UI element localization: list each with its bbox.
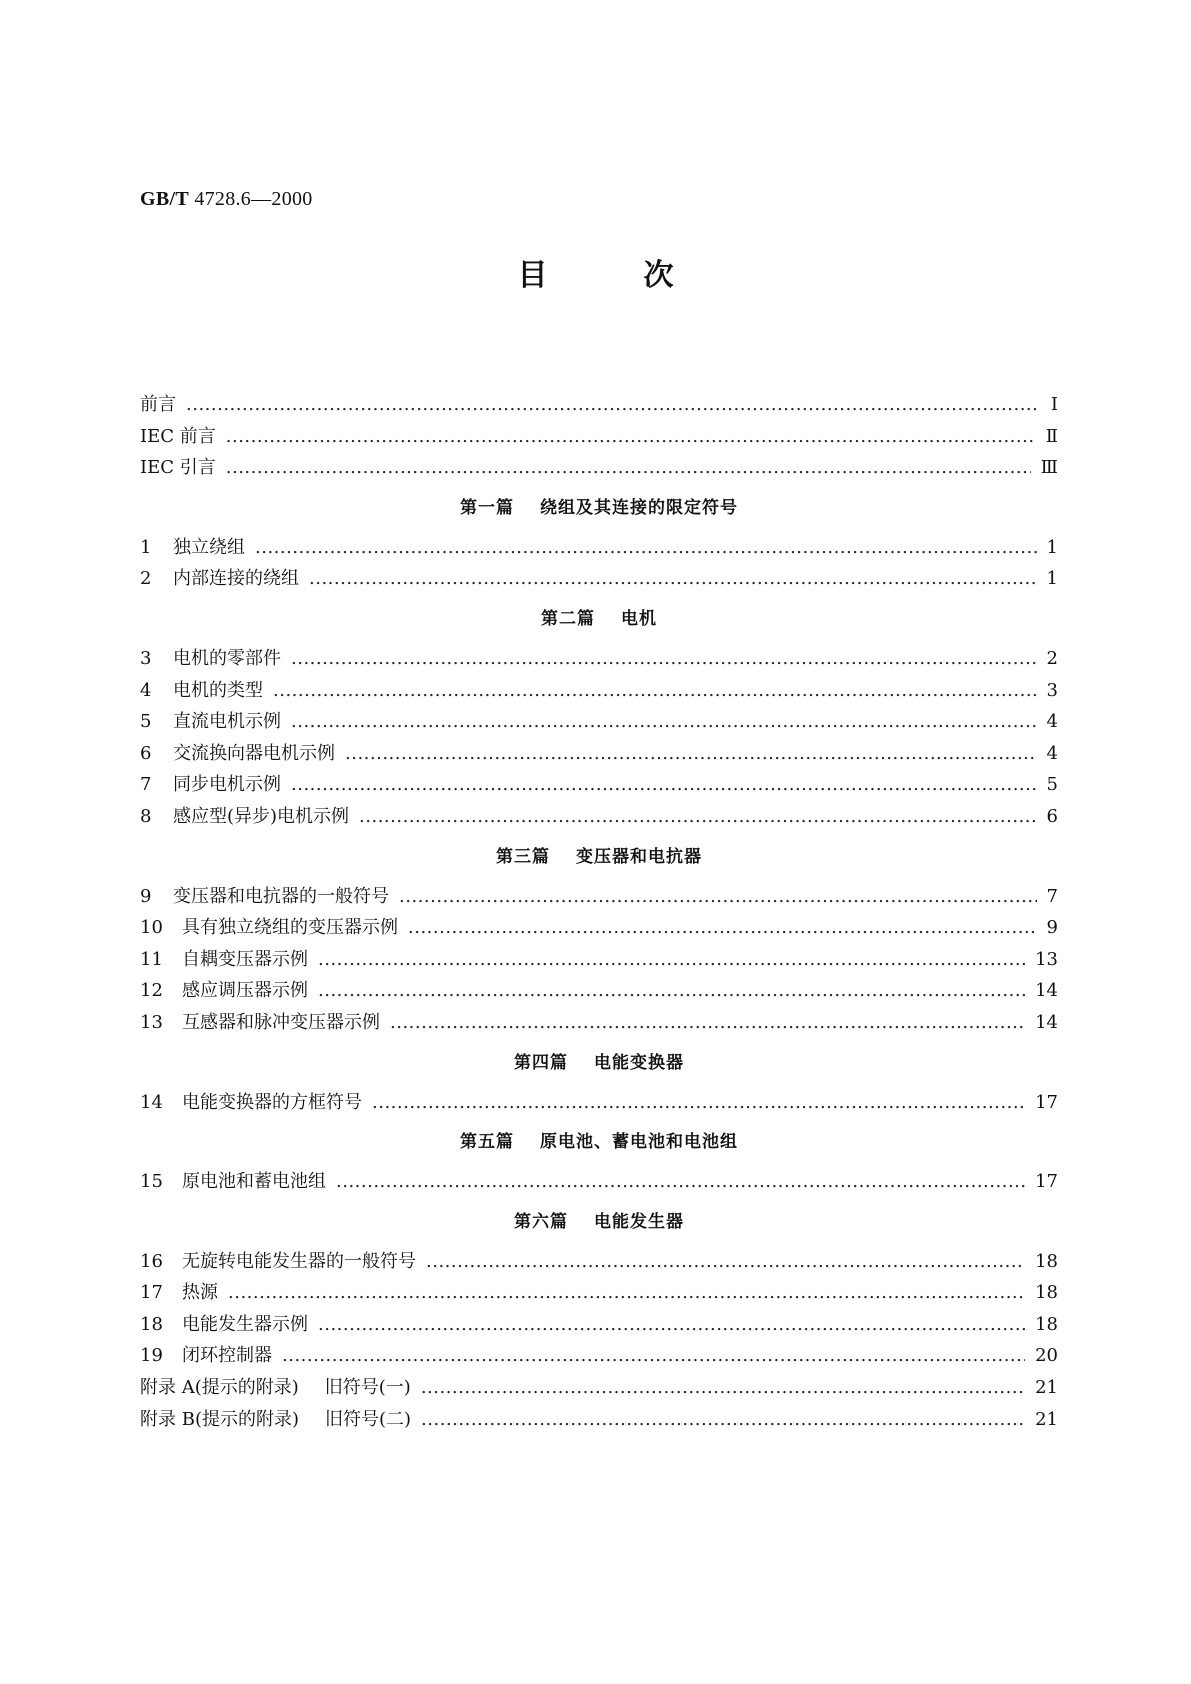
- dot-leader: [318, 976, 1025, 1006]
- toc-entry-appendix-b[interactable]: [140, 1405, 1058, 1437]
- dot-leader: [345, 739, 1037, 769]
- toc-entry-page: 14: [1035, 980, 1058, 1002]
- toc-entry-page: 4: [1046, 742, 1058, 764]
- part-heading-5: [140, 1119, 1058, 1165]
- toc-entry-title: 变压器和电抗器的一般符号: [173, 885, 389, 907]
- toc-entry[interactable]: [140, 1008, 1058, 1040]
- toc-entry[interactable]: [140, 644, 1058, 676]
- toc-entry-title: 具有独立绕组的变压器示例: [182, 917, 398, 939]
- toc-entry-title: 同步电机示例: [173, 774, 281, 796]
- part-name: 电能变换器: [594, 1052, 684, 1073]
- standard-prefix: GB/T: [140, 188, 189, 210]
- toc-entry-number: 6: [140, 742, 152, 764]
- toc-entry-iec-foreword[interactable]: [140, 422, 1058, 454]
- toc-entry[interactable]: [140, 1278, 1058, 1310]
- toc-entry-number: 8: [140, 805, 152, 827]
- toc-entry-number: 10: [140, 917, 163, 939]
- toc-entry-number: 1: [140, 536, 152, 558]
- toc-entry-title: 交流换向器电机示例: [173, 742, 335, 764]
- toc-entry-title: 电机的类型: [173, 679, 263, 701]
- dot-leader: [318, 945, 1025, 975]
- toc-entry-title: 直流电机示例: [173, 711, 281, 733]
- toc-entry-title: 电机的零部件: [173, 647, 281, 669]
- part-heading-3: [140, 834, 1058, 880]
- dot-leader: [291, 644, 1037, 674]
- dot-leader: [426, 1247, 1025, 1277]
- toc-entry-page: 21: [1035, 1377, 1058, 1399]
- toc-entry-page: 5: [1046, 774, 1058, 796]
- toc-entry-number: 16: [140, 1250, 163, 1272]
- dot-leader: [291, 770, 1037, 800]
- toc-entry[interactable]: [140, 945, 1058, 977]
- toc-entry-page: 14: [1035, 1011, 1058, 1033]
- toc-entry-number: 14: [140, 1091, 163, 1113]
- part-name: 电机: [621, 608, 657, 629]
- toc-entry-page: 17: [1035, 1171, 1058, 1193]
- toc-entry-page: 18: [1035, 1250, 1058, 1272]
- dot-leader: [309, 564, 1037, 594]
- standard-number: 4728.6—2000: [194, 188, 313, 210]
- toc-entry-page: 4: [1046, 711, 1058, 733]
- dot-leader: [226, 453, 1031, 483]
- toc-entry-title: 热源: [182, 1282, 218, 1304]
- dot-leader: [318, 1310, 1025, 1340]
- dot-leader: [399, 882, 1037, 912]
- toc-entry[interactable]: [140, 976, 1058, 1008]
- toc-entry[interactable]: [140, 1247, 1058, 1279]
- toc-entry[interactable]: [140, 882, 1058, 914]
- toc-entry-title: [140, 1373, 411, 1403]
- toc-entry-number: 12: [140, 980, 163, 1002]
- dot-leader: [186, 390, 1038, 420]
- toc-entry-number: 9: [140, 885, 152, 907]
- toc-entry-number: 15: [140, 1171, 163, 1193]
- dot-leader: [421, 1373, 1025, 1403]
- toc-entry[interactable]: [140, 707, 1058, 739]
- part-name: 电能发生器: [594, 1211, 684, 1232]
- toc-entry-number: 11: [140, 948, 163, 970]
- toc-entry[interactable]: [140, 564, 1058, 596]
- toc-entry-number: 5: [140, 711, 152, 733]
- toc-entry-title: 感应调压器示例: [182, 980, 308, 1002]
- toc-entry[interactable]: [140, 802, 1058, 834]
- toc-entry-title: 闭环控制器: [182, 1345, 272, 1367]
- toc-entry-page: 6: [1046, 805, 1058, 827]
- toc-entry-title: 无旋转电能发生器的一般符号: [182, 1250, 416, 1272]
- dot-leader: [273, 676, 1037, 706]
- toc-entry[interactable]: [140, 739, 1058, 771]
- part-label: 第四篇: [514, 1052, 568, 1073]
- part-heading-6: [140, 1199, 1058, 1245]
- toc-entry-title: 感应型(异步)电机示例: [173, 805, 350, 827]
- appendix-subtitle: 旧符号(一): [324, 1377, 411, 1399]
- toc-entry[interactable]: [140, 1341, 1058, 1373]
- toc-entry-title: 内部连接的绕组: [173, 568, 299, 590]
- page-title: [0, 250, 1191, 294]
- dot-leader: [421, 1405, 1025, 1435]
- toc-entry-page: Ⅲ: [1040, 457, 1058, 479]
- dot-leader: [291, 707, 1037, 737]
- appendix-subtitle: 旧符号(二): [325, 1408, 412, 1430]
- toc-entry-iec-introduction[interactable]: [140, 453, 1058, 485]
- part-name: 变压器和电抗器: [576, 846, 702, 867]
- toc-entry-page: 2: [1046, 647, 1058, 669]
- appendix-title: 附录 A(提示的附录): [140, 1377, 299, 1399]
- dot-leader: [336, 1167, 1025, 1197]
- toc-entry-page: 1: [1046, 568, 1058, 590]
- part-heading-2: [140, 596, 1058, 642]
- part-heading-4: [140, 1040, 1058, 1086]
- toc-entry-page: 1: [1046, 536, 1058, 558]
- toc-entry-number: 18: [140, 1313, 163, 1335]
- dot-leader: [282, 1341, 1025, 1371]
- standard-code: [140, 188, 313, 211]
- part-label: 第一篇: [460, 497, 514, 518]
- dot-leader: [408, 913, 1037, 943]
- toc-entry-title: 独立绕组: [173, 536, 245, 558]
- toc-entry-title: 前言: [140, 394, 176, 415]
- dot-leader: [359, 802, 1037, 832]
- toc-entry[interactable]: [140, 1167, 1058, 1199]
- toc-entry-number: 13: [140, 1011, 163, 1033]
- toc-entry-number: 19: [140, 1345, 163, 1367]
- toc-entry-number: 4: [140, 679, 152, 701]
- toc-entry-title: 互感器和脉冲变压器示例: [182, 1011, 380, 1033]
- part-name: 绕组及其连接的限定符号: [540, 497, 738, 518]
- toc-entry[interactable]: [140, 770, 1058, 802]
- part-label: 第二篇: [541, 608, 595, 629]
- toc-entry-title: 电能变换器的方框符号: [182, 1091, 362, 1113]
- toc-entry[interactable]: [140, 1310, 1058, 1342]
- part-label: 第六篇: [514, 1211, 568, 1232]
- toc-entry-number: 7: [140, 774, 152, 796]
- toc-entry-page: 18: [1035, 1313, 1058, 1335]
- part-label: 第五篇: [460, 1132, 514, 1153]
- toc-entry-number: 3: [140, 647, 152, 669]
- dot-leader: [226, 422, 1036, 452]
- toc-entry-foreword[interactable]: [140, 390, 1058, 422]
- toc-entry-title: 原电池和蓄电池组: [182, 1171, 326, 1193]
- appendix-title: 附录 B(提示的附录): [140, 1408, 299, 1430]
- part-name: 原电池、蓄电池和电池组: [540, 1132, 738, 1153]
- toc-entry[interactable]: [140, 1088, 1058, 1120]
- toc-entry-appendix-a[interactable]: [140, 1373, 1058, 1405]
- toc-entry-title: [140, 1405, 411, 1435]
- toc-entry-page: 9: [1046, 917, 1058, 939]
- toc-entry[interactable]: [140, 676, 1058, 708]
- table-of-contents: [140, 390, 1058, 1436]
- toc-entry-number: 17: [140, 1282, 163, 1304]
- dot-leader: [390, 1008, 1025, 1038]
- toc-entry-page: 3: [1046, 679, 1058, 701]
- page-title-left: 目: [517, 258, 548, 293]
- toc-entry-page: 20: [1035, 1345, 1058, 1367]
- toc-entry-title: IEC 引言: [140, 457, 216, 479]
- dot-leader: [228, 1278, 1025, 1308]
- toc-entry[interactable]: [140, 913, 1058, 945]
- toc-entry-page: Ⅱ: [1045, 425, 1058, 447]
- toc-entry-page: 7: [1046, 885, 1058, 907]
- toc-entry-number: 2: [140, 568, 152, 590]
- toc-entry-page: 13: [1035, 948, 1058, 970]
- toc-entry-page: 18: [1035, 1282, 1058, 1304]
- toc-entry-title: IEC 前言: [140, 425, 216, 447]
- toc-entry-page: 21: [1035, 1408, 1058, 1430]
- toc-entry-title: 电能发生器示例: [182, 1313, 308, 1335]
- part-heading-1: [140, 485, 1058, 531]
- toc-entry-page: Ⅰ: [1050, 394, 1058, 415]
- part-label: 第三篇: [496, 846, 550, 867]
- toc-entry-page: 17: [1035, 1091, 1058, 1113]
- toc-entry[interactable]: [140, 533, 1058, 565]
- dot-leader: [372, 1088, 1025, 1118]
- dot-leader: [255, 533, 1037, 563]
- toc-entry-title: 自耦变压器示例: [182, 948, 308, 970]
- page-title-right: 次: [643, 258, 674, 293]
